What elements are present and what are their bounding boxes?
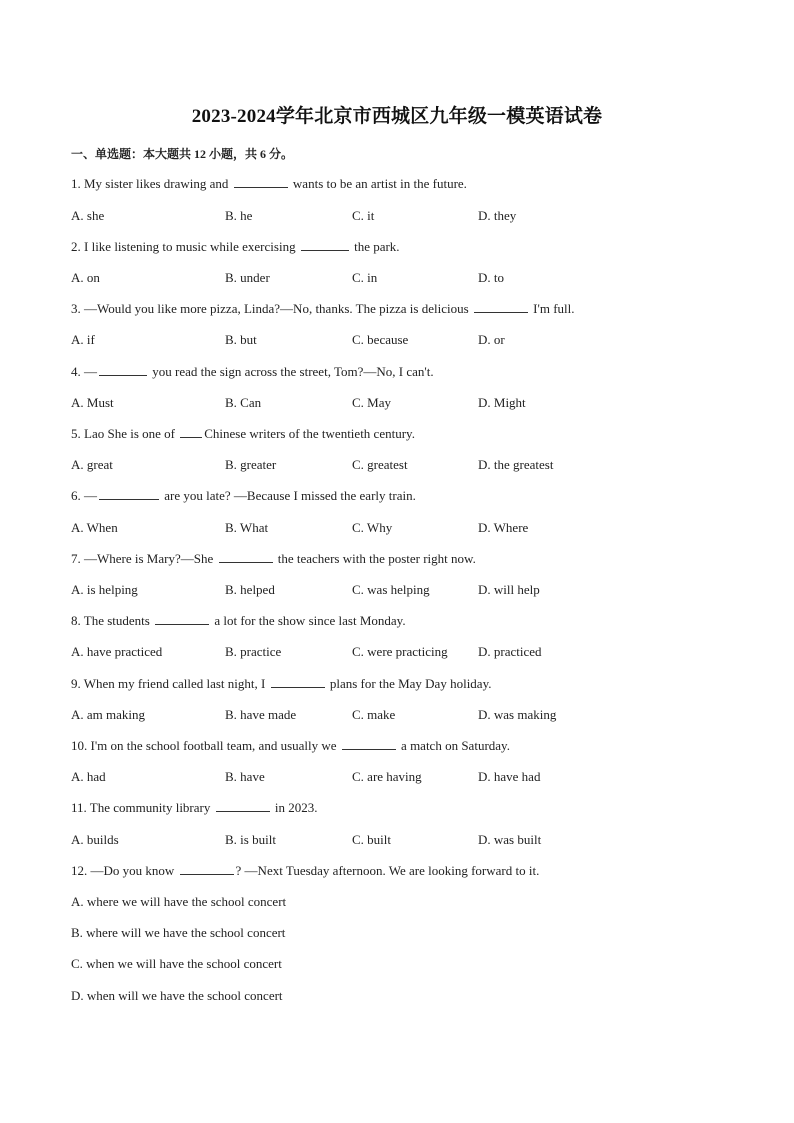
option-d[interactable]: D. to [478,270,504,285]
option-d[interactable]: D. was built [478,832,542,847]
answer-blank [99,364,147,376]
option-c[interactable]: C. are having [352,769,422,784]
question-1 [71,176,467,192]
option-b[interactable]: B. where will we have the school concert [71,925,286,940]
question-stem: 10. I'm on the school football team, and usually we [71,738,340,753]
option-a[interactable]: A. where we will have the school concert [71,894,287,909]
question-stem-end: the park. [350,239,400,254]
option-a[interactable]: A. builds [71,832,119,847]
option-b[interactable]: B. helped [225,582,275,597]
question-stem: 11. The community library [71,800,214,815]
option-b[interactable]: B. greater [225,457,277,472]
question-stem-end: plans for the May Day holiday. [326,676,492,691]
question-stem-end: a lot for the show since last Monday. [211,613,406,628]
option-c[interactable]: C. greatest [352,457,408,472]
option-a[interactable]: A. great [71,457,113,472]
answer-blank [219,551,273,563]
question-stem: 1. My sister likes drawing and [71,176,232,191]
option-a[interactable]: A. am making [71,707,146,722]
option-c[interactable]: C. because [352,332,409,347]
option-c[interactable]: C. it [352,208,375,223]
option-a[interactable]: A. have practiced [71,644,163,659]
option-b[interactable]: B. have [225,769,265,784]
question-8 [71,613,406,629]
question-stem: 8. The students [71,613,154,628]
option-d[interactable]: D. will help [478,582,540,597]
question-7 [71,551,476,567]
option-b[interactable]: B. but [225,332,257,347]
option-a[interactable]: A. on [71,270,100,285]
question-stem-end: are you late? —Because I missed the early train. [161,488,416,503]
option-d[interactable]: D. or [478,332,505,347]
option-b[interactable]: B. he [225,208,253,223]
question-stem: 9. When my friend called last night, I [71,676,269,691]
question-stem: 5. Lao She is one of [71,426,179,441]
option-c[interactable]: C. in [352,270,378,285]
option-c[interactable]: C. was helping [352,582,430,597]
question-stem: 6. — [71,488,97,503]
section-heading: 一、单选题：本大题共 12 小题，共 6 分。 [71,147,294,161]
option-d[interactable]: D. was making [478,707,557,722]
question-6 [71,488,416,504]
option-d[interactable]: D. Where [478,520,529,535]
question-3 [71,301,575,317]
option-b[interactable]: B. have made [225,707,297,722]
option-d[interactable]: D. Might [478,395,526,410]
question-stem-end: I'm full. [529,301,575,316]
option-a[interactable]: A. if [71,332,95,347]
option-d[interactable]: D. practiced [478,644,542,659]
option-c[interactable]: C. built [352,832,392,847]
question-stem-end: you read the sign across the street, Tom?—No, I can't. [149,364,434,379]
option-b[interactable]: B. What [225,520,269,535]
question-stem-end: the teachers with the poster right now. [274,551,476,566]
option-c[interactable]: C. May [352,395,391,410]
page-title: 2023-2024学年北京市西城区九年级一模英语试卷 [191,106,603,127]
option-c[interactable]: C. were practicing [352,644,448,659]
question-stem: 3. —Would you like more pizza, Linda?—No, thanks. The pizza is delicious [71,301,472,316]
question-10 [71,738,510,754]
question-2 [71,239,400,255]
option-d[interactable]: D. they [478,208,517,223]
question-11 [71,800,318,816]
question-stem: 7. —Where is Mary?—She [71,551,217,566]
question-stem-end: in 2023. [271,800,318,815]
question-stem-end: wants to be an artist in the future. [289,176,467,191]
answer-blank [180,863,234,875]
question-12 [71,863,539,879]
answer-blank [99,488,159,500]
option-d[interactable]: D. have had [478,769,541,784]
question-4 [71,364,434,380]
question-stem-end: ? —Next Tuesday afternoon. We are looking forward to it. [235,863,540,878]
answer-blank [474,301,528,313]
question-stem: 4. — [71,364,97,379]
answer-blank [155,613,209,625]
option-c[interactable]: C. Why [352,520,393,535]
option-b[interactable]: B. under [225,270,270,285]
option-d[interactable]: D. the greatest [478,457,554,472]
answer-blank [180,426,202,438]
option-c[interactable]: C. make [352,707,396,722]
answer-blank [216,800,270,812]
option-a[interactable]: A. When [71,520,118,535]
option-b[interactable]: B. is built [225,832,276,847]
question-5 [71,426,415,442]
answer-blank [271,676,325,688]
question-stem-end: a match on Saturday. [397,738,510,753]
answer-blank [342,738,396,750]
option-a[interactable]: A. had [71,769,106,784]
question-stem-end: Chinese writers of the twentieth century. [204,426,415,441]
question-stem: 12. —Do you know [71,863,178,878]
question-9 [71,676,491,692]
option-a[interactable]: A. she [71,208,105,223]
option-a[interactable]: A. Must [71,395,114,410]
question-stem: 2. I like listening to music while exercising [71,239,299,254]
option-a[interactable]: A. is helping [71,582,138,597]
option-b[interactable]: B. practice [225,644,282,659]
option-d[interactable]: D. when will we have the school concert [71,988,283,1003]
answer-blank [234,176,288,188]
option-b[interactable]: B. Can [225,395,262,410]
answer-blank [301,239,349,251]
option-c[interactable]: C. when we will have the school concert [71,956,282,971]
